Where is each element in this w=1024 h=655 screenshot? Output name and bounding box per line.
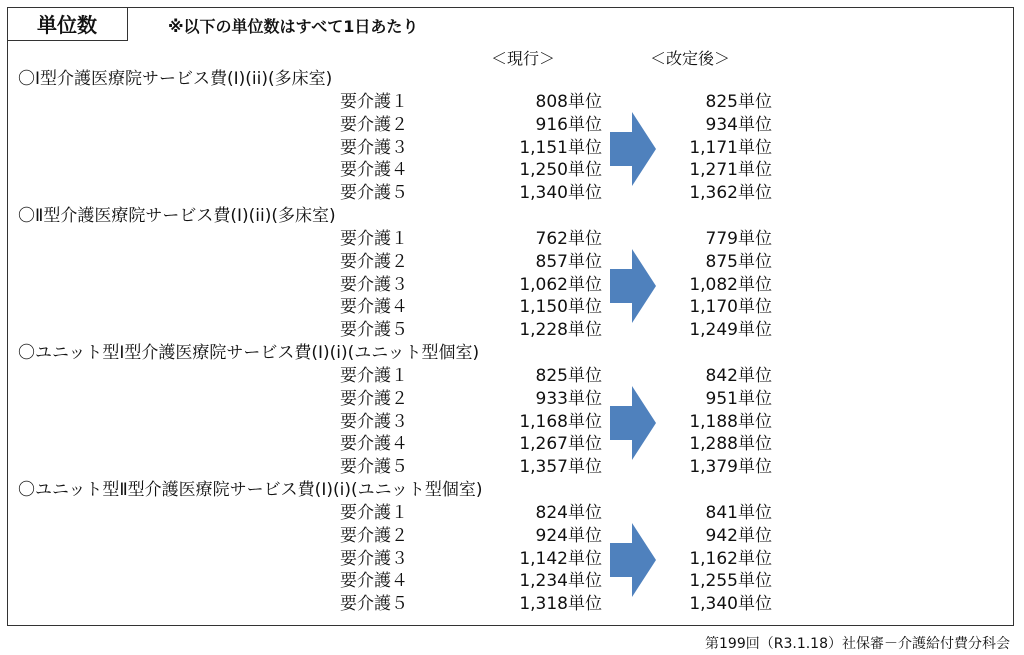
- column-header-revised: ＜改定後＞: [650, 49, 731, 68]
- table-row: [18, 274, 1008, 297]
- source-footer: 第199回（R3.1.18）社保審－介護給付費分科会: [705, 636, 1010, 652]
- revised-units: 1,082単位: [689, 274, 772, 295]
- current-units: 1,250単位: [519, 160, 602, 181]
- current-units: 1,062単位: [519, 274, 602, 295]
- revised-units: 1,170単位: [689, 297, 772, 318]
- care-level-label: 要介護５: [340, 183, 408, 204]
- table-row: [18, 228, 1008, 251]
- current-units: 933単位: [535, 388, 602, 409]
- care-level-label: 要介護４: [340, 160, 408, 181]
- arrow-right-icon: [610, 386, 656, 460]
- page-title: 単位数: [7, 7, 128, 41]
- care-level-label: 要介護２: [340, 251, 408, 272]
- current-units: 1,234単位: [519, 571, 602, 592]
- table-row: [18, 159, 1008, 182]
- current-units: 1,340単位: [519, 183, 602, 204]
- care-level-label: 要介護５: [340, 320, 408, 341]
- care-level-label: 要介護２: [340, 388, 408, 409]
- revised-units: 934単位: [705, 114, 772, 135]
- revised-units: 1,340単位: [689, 594, 772, 615]
- current-units: 1,267単位: [519, 434, 602, 455]
- table-row: [18, 570, 1008, 593]
- current-units: 1,151単位: [519, 137, 602, 158]
- arrow-right-icon: [610, 112, 656, 186]
- revised-units: 1,162単位: [689, 548, 772, 569]
- section-title: 〇ユニット型Ⅰ型介護医療院サービス費(Ⅰ)(i)(ユニット型個室): [18, 343, 480, 363]
- table-row: [18, 525, 1008, 548]
- care-level-label: 要介護４: [340, 297, 408, 318]
- revised-units: 875単位: [705, 251, 772, 272]
- current-units: 924単位: [535, 525, 602, 546]
- care-level-label: 要介護２: [340, 114, 408, 135]
- revised-units: 825単位: [705, 92, 772, 112]
- current-units: 1,168単位: [519, 411, 602, 432]
- care-level-label: 要介護１: [340, 503, 408, 523]
- current-units: 1,228単位: [519, 320, 602, 341]
- section-title: 〇Ⅱ型介護医療院サービス費(Ⅰ)(ii)(多床室): [18, 206, 336, 226]
- care-level-label: 要介護１: [340, 92, 408, 112]
- table-row: [18, 433, 1008, 456]
- table-row: [18, 137, 1008, 160]
- section-title: 〇ユニット型Ⅱ型介護医療院サービス費(Ⅰ)(i)(ユニット型個室): [18, 480, 483, 500]
- section-title: 〇Ⅰ型介護医療院サービス費(Ⅰ)(ii)(多床室): [18, 69, 333, 89]
- table-row: [18, 182, 1008, 205]
- care-level-label: 要介護３: [340, 548, 408, 569]
- service-section: [18, 342, 1008, 479]
- revised-units: 1,288単位: [689, 434, 772, 455]
- revised-units: 1,249単位: [689, 320, 772, 341]
- table-row: [18, 251, 1008, 274]
- revised-units: 1,255単位: [689, 571, 772, 592]
- table-row: [18, 319, 1008, 342]
- table-row: [18, 91, 1008, 114]
- revised-units: 1,188単位: [689, 411, 772, 432]
- care-level-label: 要介護２: [340, 525, 408, 546]
- revised-units: 951単位: [705, 388, 772, 409]
- service-section: [18, 205, 1008, 342]
- service-section: [18, 479, 1008, 616]
- table-row: [18, 296, 1008, 319]
- current-units: 808単位: [535, 92, 602, 112]
- table-row: [18, 388, 1008, 411]
- per-day-note: ※以下の単位数はすべて1日あたり: [168, 17, 419, 36]
- care-level-label: 要介護１: [340, 366, 408, 386]
- table-row: [18, 114, 1008, 137]
- table-row: [18, 365, 1008, 388]
- current-units: 857単位: [535, 251, 602, 272]
- current-units: 762単位: [535, 229, 602, 249]
- care-level-label: 要介護４: [340, 571, 408, 592]
- service-section: [18, 68, 1008, 205]
- revised-units: 779単位: [705, 229, 772, 249]
- arrow-right-icon: [610, 523, 656, 597]
- table-row: [18, 593, 1008, 616]
- revised-units: 942単位: [705, 525, 772, 546]
- care-level-label: 要介護３: [340, 411, 408, 432]
- current-units: 1,142単位: [519, 548, 602, 569]
- arrow-right-icon: [610, 249, 656, 323]
- care-level-label: 要介護５: [340, 457, 408, 478]
- table-row: [18, 502, 1008, 525]
- current-units: 1,318単位: [519, 594, 602, 615]
- revised-units: 1,271単位: [689, 160, 772, 181]
- table-row: [18, 548, 1008, 571]
- care-level-label: 要介護１: [340, 229, 408, 249]
- current-units: 825単位: [535, 366, 602, 386]
- revised-units: 1,362単位: [689, 183, 772, 204]
- revised-units: 1,379単位: [689, 457, 772, 478]
- table-row: [18, 456, 1008, 479]
- current-units: 916単位: [535, 114, 602, 135]
- revised-units: 841単位: [705, 503, 772, 523]
- current-units: 824単位: [535, 503, 602, 523]
- current-units: 1,150単位: [519, 297, 602, 318]
- care-level-label: 要介護４: [340, 434, 408, 455]
- revised-units: 842単位: [705, 366, 772, 386]
- revised-units: 1,171単位: [689, 137, 772, 158]
- table-row: [18, 411, 1008, 434]
- care-level-label: 要介護３: [340, 274, 408, 295]
- column-header-current: ＜現行＞: [491, 49, 556, 68]
- current-units: 1,357単位: [519, 457, 602, 478]
- care-level-label: 要介護３: [340, 137, 408, 158]
- care-level-label: 要介護５: [340, 594, 408, 615]
